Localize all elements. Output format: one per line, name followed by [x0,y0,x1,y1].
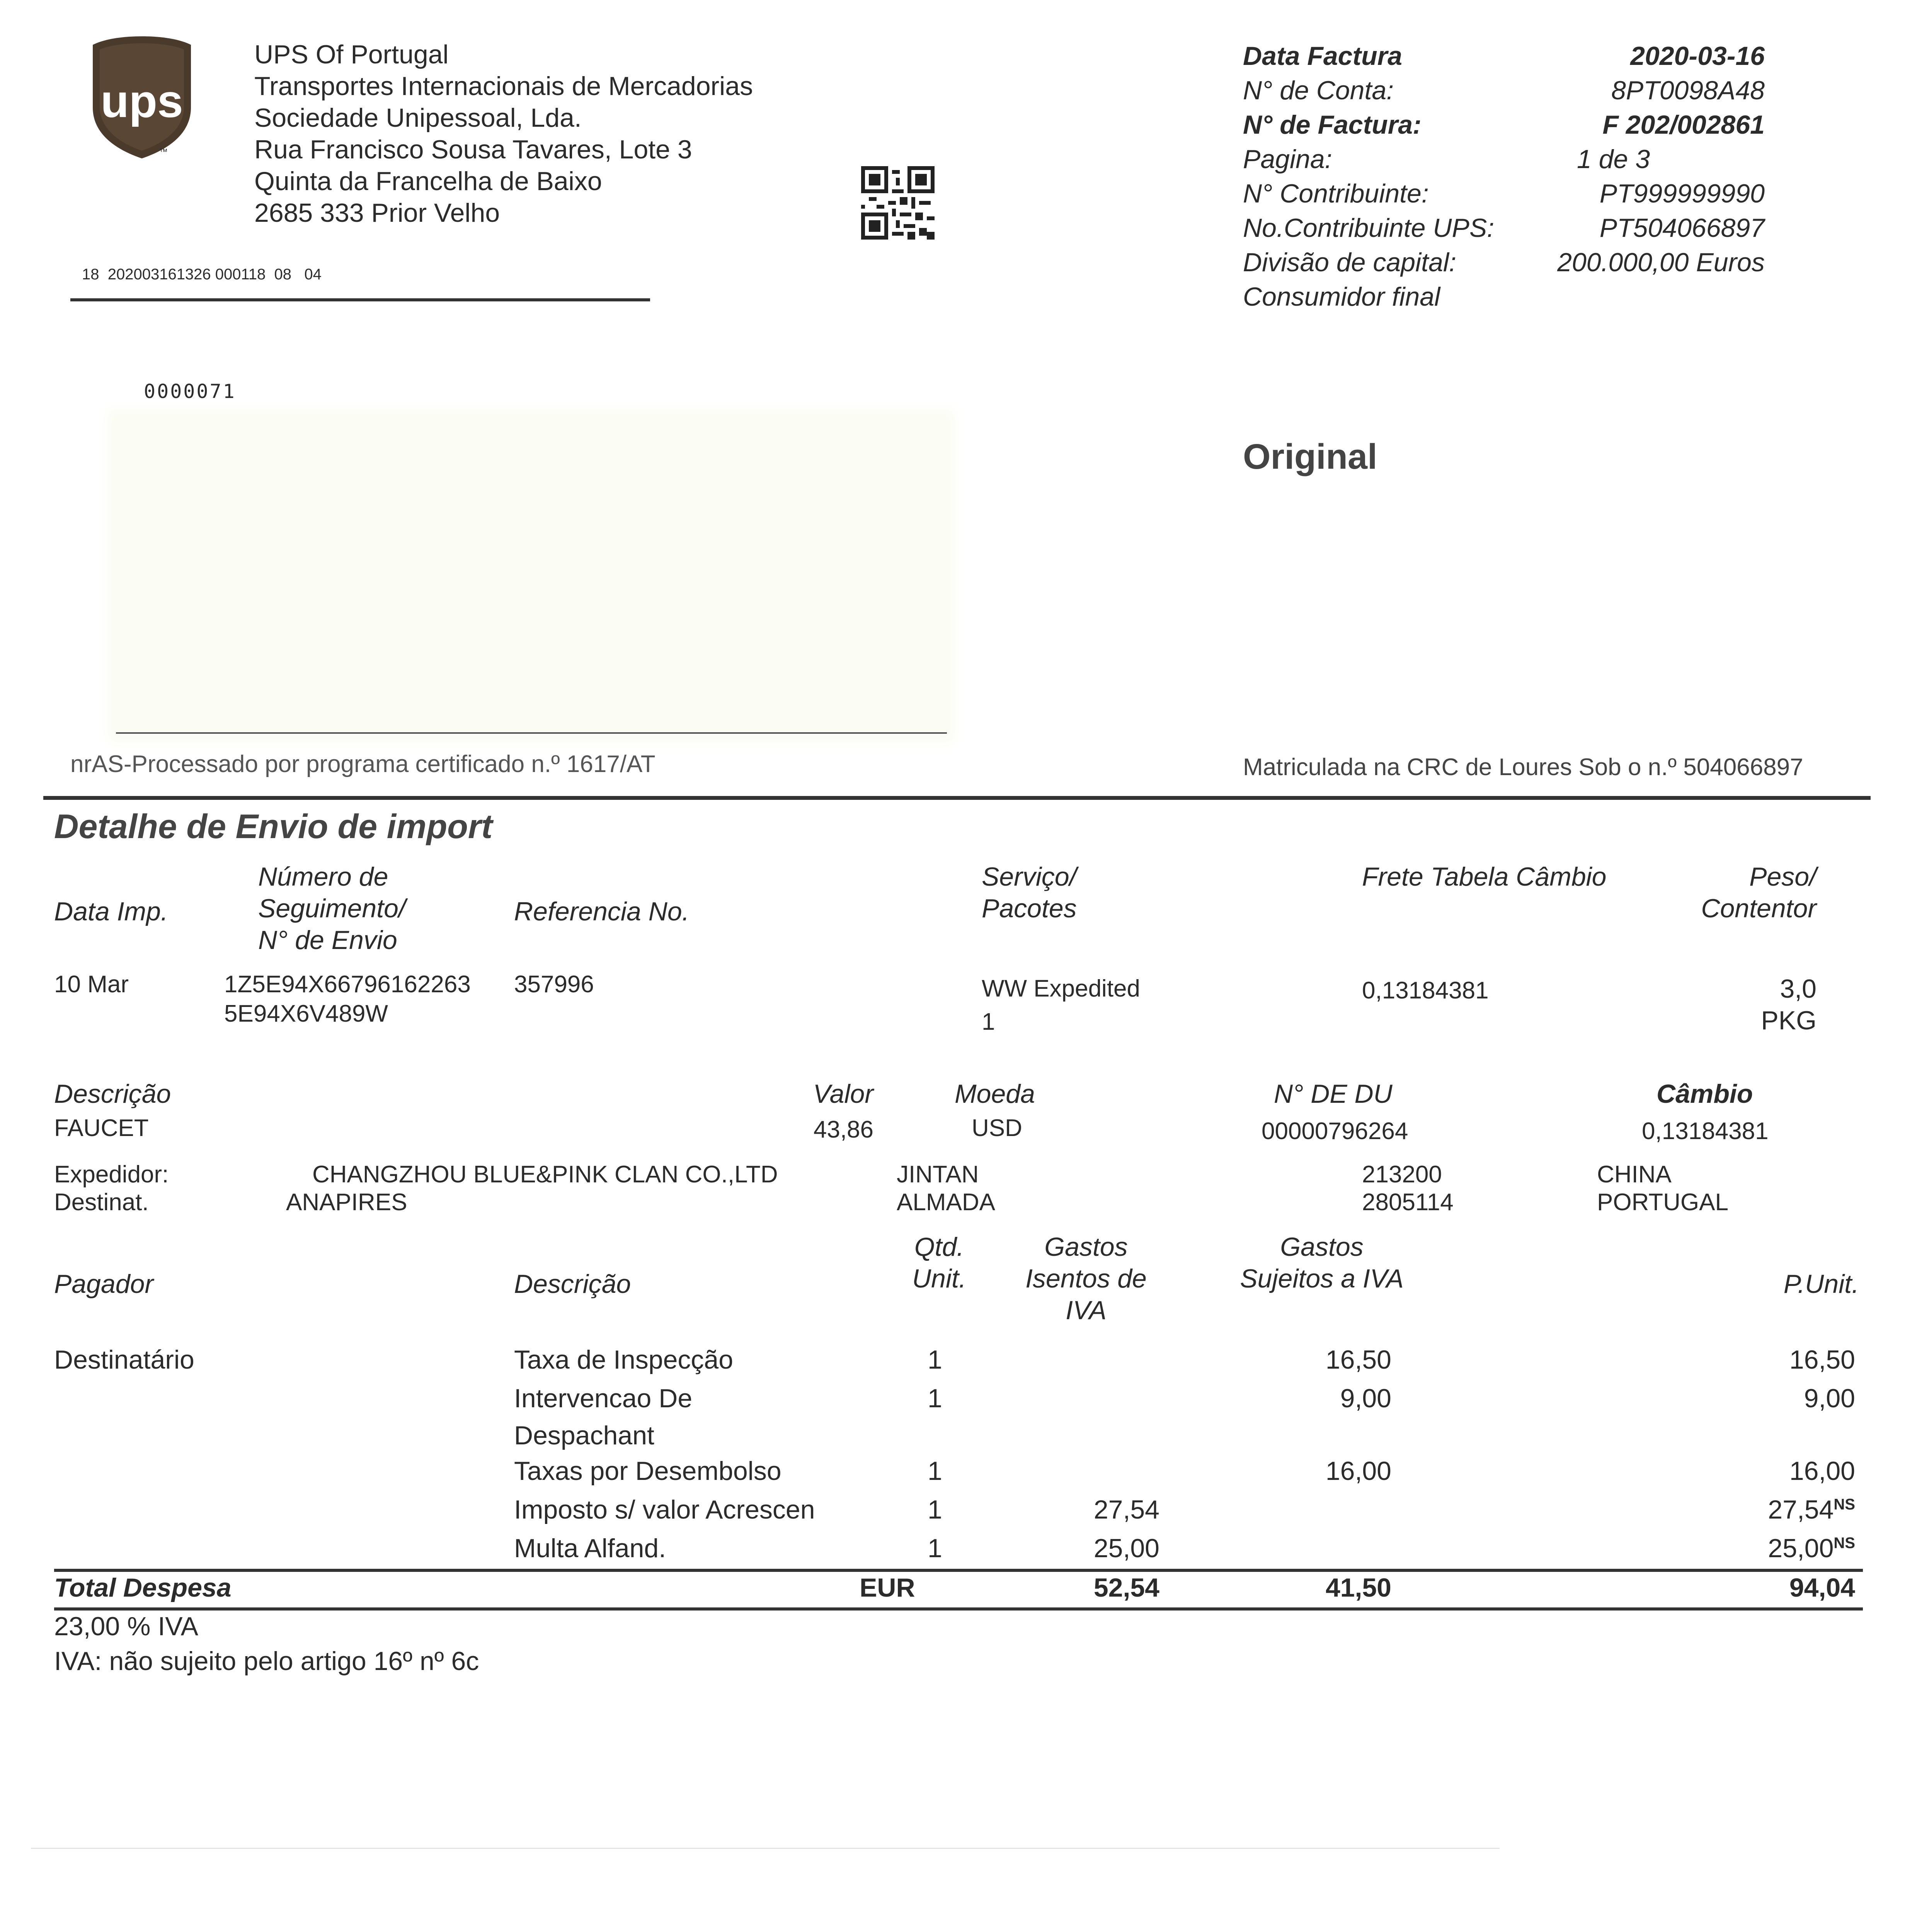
charge-taxable: 9,00 [1340,1384,1391,1413]
header-weight [1623,861,1817,924]
header-tracking-line: Seguimento/ [258,894,406,923]
charge-row [0,1455,1917,1490]
total-currency: EUR [860,1573,915,1602]
header-service [982,861,1077,924]
non-subject-marker: NS [1834,1534,1855,1552]
goods-header-exchange: Câmbio [1657,1079,1753,1109]
header-date: Data Imp. [54,897,168,926]
vat-exemption-note: IVA: não sujeito pelo artigo 16º nº 6c [54,1646,479,1676]
charge-unit-price: 9,00 [1804,1384,1855,1413]
charge-row [0,1494,1917,1528]
account-label: N° de Conta: [1243,76,1394,105]
goods-currency: USD [972,1115,1022,1141]
freight-rate: 0,13184381 [1362,977,1489,1004]
original-label: Original [1243,437,1377,476]
company-line: Transportes Internacionais de Mercadorias [254,71,753,101]
header-taxable-line: Sujeitos a IVA [1240,1264,1404,1293]
charge-description: Taxa de Inspecção [514,1345,734,1374]
charge-row [0,1383,1917,1452]
goods-header-value: Valor [813,1079,873,1109]
vat-note: 23,00 % IVA [54,1612,198,1641]
party-row-sender [54,1160,1832,1189]
header-weight-line: Contentor [1701,894,1817,923]
party-postal: 213200 [1362,1161,1442,1188]
batch-code: 18 202003161326 000118 08 04 [82,266,322,283]
service-name: WW Expedited [982,975,1141,1002]
goods-description: FAUCET [54,1115,149,1141]
header-exempt-line: Gastos [1044,1232,1128,1262]
party-postal: 2805114 [1362,1189,1454,1216]
goods-header-du: N° DE DU [1274,1079,1393,1109]
company-line: Rua Francisco Sousa Tavares, Lote 3 [254,135,692,164]
header-divider [70,298,650,301]
shipment-date: 10 Mar [54,971,129,998]
shipment-reference: 357996 [514,971,594,998]
charge-qty: 1 [928,1384,942,1413]
goods-header-description: Descrição [54,1079,171,1109]
header-service-line: Serviço/ [982,862,1077,891]
account-value: 8PT0098A48 [1611,76,1765,105]
package-count: 1 [982,1009,995,1035]
party-row-recipient [54,1188,1832,1217]
charges-header-exempt [997,1231,1175,1326]
charge-exempt: 25,00 [1093,1534,1159,1563]
charge-description: Multa Alfand. [514,1534,666,1563]
charges-header-qty [889,1231,989,1294]
weight-value: 3,0 [1780,974,1817,1003]
charge-taxable: 16,00 [1325,1456,1391,1486]
certified-text: nrAS-Processado por programa certificado n.º 1617/AT [70,751,655,777]
scan-fold-line [31,1848,1500,1849]
section-divider [43,796,1871,800]
charge-unit-price: 16,50 [1789,1345,1855,1374]
charge-qty: 1 [928,1534,942,1563]
charge-taxable: 16,50 [1325,1345,1391,1374]
total-bottom-rule [54,1607,1863,1611]
party-label: Expedidor: [54,1161,169,1188]
shipment-tracking [224,970,471,1029]
redaction-edge [116,732,947,734]
party-country: PORTUGAL [1597,1189,1728,1216]
header-exempt-line: Isentos de [1025,1264,1147,1293]
charge-unit-price [1662,1494,1855,1526]
non-subject-marker: NS [1834,1496,1855,1513]
party-name: ANAPIRES [286,1189,407,1216]
total-exempt: 52,54 [1093,1573,1159,1602]
company-line: 2685 333 Prior Velho [254,198,500,228]
header-taxable-line: Gastos [1280,1232,1364,1262]
charge-description: Imposto s/ valor Acrescen [514,1495,815,1524]
unit-price-value: 25,00 [1768,1534,1834,1563]
ups-logo [90,34,194,162]
charges-header-payer: Pagador [54,1269,154,1299]
section-title: Detalhe de Envio de import [54,807,493,845]
goods-exchange: 0,13184381 [1642,1118,1769,1145]
charge-exempt: 27,54 [1093,1495,1159,1524]
charges-header-description: Descrição [514,1269,631,1299]
invoice-number-value: F 202/002861 [1602,110,1765,139]
total-amount: 94,04 [1789,1573,1855,1602]
qr-code [861,166,935,240]
charge-qty: 1 [928,1456,942,1486]
charges-header-unit: P.Unit. [1783,1269,1859,1299]
header-freight: Frete Tabela Câmbio [1362,862,1607,891]
invoice-info [1243,40,1765,315]
tracking-number: 1Z5E94X66796162263 [224,971,471,998]
taxpayer-label: N° Contribuinte: [1243,179,1429,208]
consumer-label: Consumidor final [1243,282,1440,311]
goods-value: 43,86 [813,1116,873,1143]
invoice-date-value: 2020-03-16 [1630,41,1765,71]
charge-row [0,1532,1917,1567]
company-address [254,39,753,229]
header-qty-line: Unit. [912,1264,966,1293]
invoice-date-label: Data Factura [1243,41,1402,71]
ups-shield-icon [90,34,194,162]
shipment-service [982,972,1140,1039]
party-city: ALMADA [897,1189,995,1216]
header-reference: Referencia No. [514,897,690,926]
charge-row [0,1344,1917,1378]
charge-qty: 1 [928,1345,942,1374]
company-line: Sociedade Unipessoal, Lda. [254,103,582,133]
ups-taxpayer-label: No.Contribuinte UPS: [1243,213,1495,243]
capital-value: 200.000,00 Euros [1557,248,1765,277]
party-name: CHANGZHOU BLUE&PINK CLAN CO.,LTD [312,1161,778,1188]
header-tracking-line: N° de Envio [258,925,397,955]
charge-qty: 1 [928,1495,942,1524]
total-taxable: 41,50 [1325,1573,1391,1602]
shipment-weight [1623,973,1817,1036]
page-label: Pagina: [1243,145,1332,174]
container-value: PKG [1761,1006,1817,1035]
unit-price-value: 27,54 [1768,1495,1834,1524]
qr-code-icon [861,166,935,240]
total-row [0,1572,1917,1606]
header-tracking-line: Número de [258,862,388,891]
company-name: UPS Of Portugal [254,40,449,69]
charge-description: Taxas por Desembolso [514,1456,781,1486]
charge-unit-price: 16,00 [1789,1456,1855,1486]
ups-trademark: ™ [159,147,168,156]
party-label: Destinat. [54,1189,149,1216]
header-tracking [258,861,406,956]
charges-header-taxable [1206,1231,1438,1294]
header-weight-line: Peso/ [1749,862,1817,891]
total-top-rule [54,1569,1863,1572]
goods-du: 00000796264 [1262,1118,1408,1145]
invoice-number-label: N° de Factura: [1243,110,1422,139]
total-label: Total Despesa [54,1573,232,1602]
capital-label: Divisão de capital: [1243,248,1456,277]
registration-text: Matriculada na CRC de Loures Sob o n.º 504066897 [1243,754,1803,781]
taxpayer-value: PT999999990 [1599,179,1765,208]
ups-logo-text: ups [100,75,183,127]
tracking-number-cont: 5E94X6V489W [224,1000,388,1027]
header-qty-line: Qtd. [914,1232,964,1262]
charge-description: Intervencao De [514,1384,693,1413]
charge-description-cont: Despachant [514,1421,654,1450]
redacted-address [116,417,947,734]
ups-taxpayer-value: PT504066897 [1599,213,1765,243]
party-city: JINTAN [897,1161,979,1188]
payer: Destinatário [54,1345,194,1374]
charge-unit-price [1662,1532,1855,1564]
party-country: CHINA [1597,1161,1672,1188]
page-value: 1 de 3 [1577,145,1650,174]
header-service-line: Pacotes [982,894,1077,923]
header-exempt-line: IVA [1066,1296,1107,1325]
goods-header-currency: Moeda [955,1079,1035,1109]
recipient-code: 0000071 [144,380,236,403]
company-line: Quinta da Francelha de Baixo [254,167,602,196]
